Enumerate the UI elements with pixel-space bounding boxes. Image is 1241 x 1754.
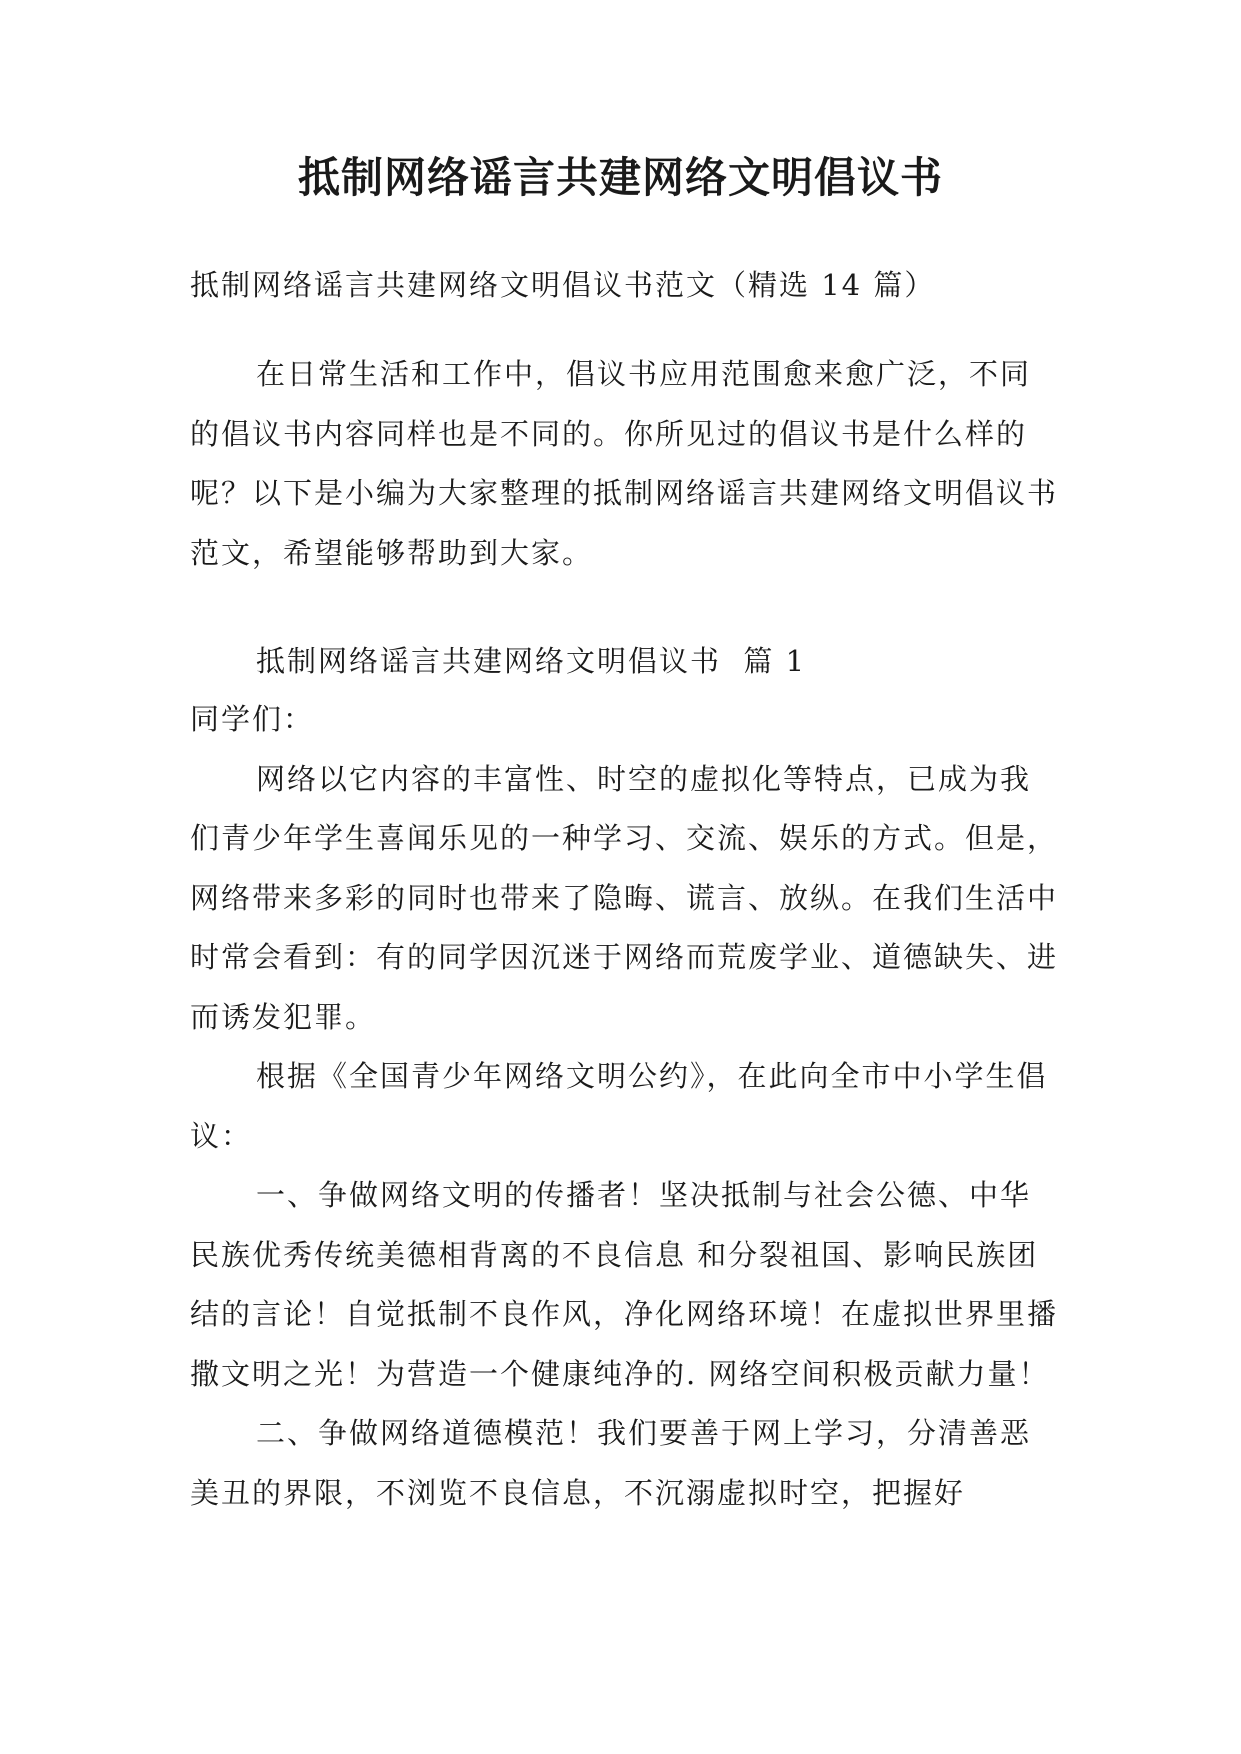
section-body [190,690,1060,1523]
body-paragraph-4: 二、争做网络道德模范！我们要善于网上学习，分清善恶美丑的界限，不浏览不良信息，不沉溺虚拟时空，把握好 [190,1416,1032,1510]
body-paragraph-3: 一、争做网络文明的传播者！坚决抵制与社会公德、中华民族优秀传统美德相背离的不良信息 和分裂祖国、影响民族团结的言论！自觉抵制不良作风，净化网络环境！在虚拟世界里播撒文明之光！为营造一个健康纯净的. 网络空间积极贡献力量！ [190,1178,1059,1391]
document-subtitle: 抵制网络谣言共建网络文明倡议书范文（精选 14 篇） [190,268,936,302]
intro-paragraph: 在日常生活和工作中，倡议书应用范围愈来愈广泛，不同的倡议书内容同样也是不同的。你所见过的倡议书是什么样的呢？以下是小编为大家整理的抵制网络谣言共建网络文明倡议书范文，希望能够帮助到大家。 [190,357,1059,570]
body-paragraph-1: 网络以它内容的丰富性、时空的虚拟化等特点，已成为我们青少年学生喜闻乐见的一种学习、交流、娱乐的方式。但是，网络带来多彩的同时也带来了隐晦、谎言、放纵。在我们生活中时常会看到：有的同学因沉迷于网络而荒废学业、道德缺失、进而诱发犯罪。 [190,761,1059,1034]
section-heading: 抵制网络谣言共建网络文明倡议书 篇 1 [256,644,807,678]
salutation: 同学们： [190,702,315,736]
document-title: 抵制网络谣言共建网络文明倡议书 [297,153,943,202]
body-paragraph-2: 根据《全国青少年网络文明公约》，在此向全市中小学生倡议： [190,1059,1048,1153]
